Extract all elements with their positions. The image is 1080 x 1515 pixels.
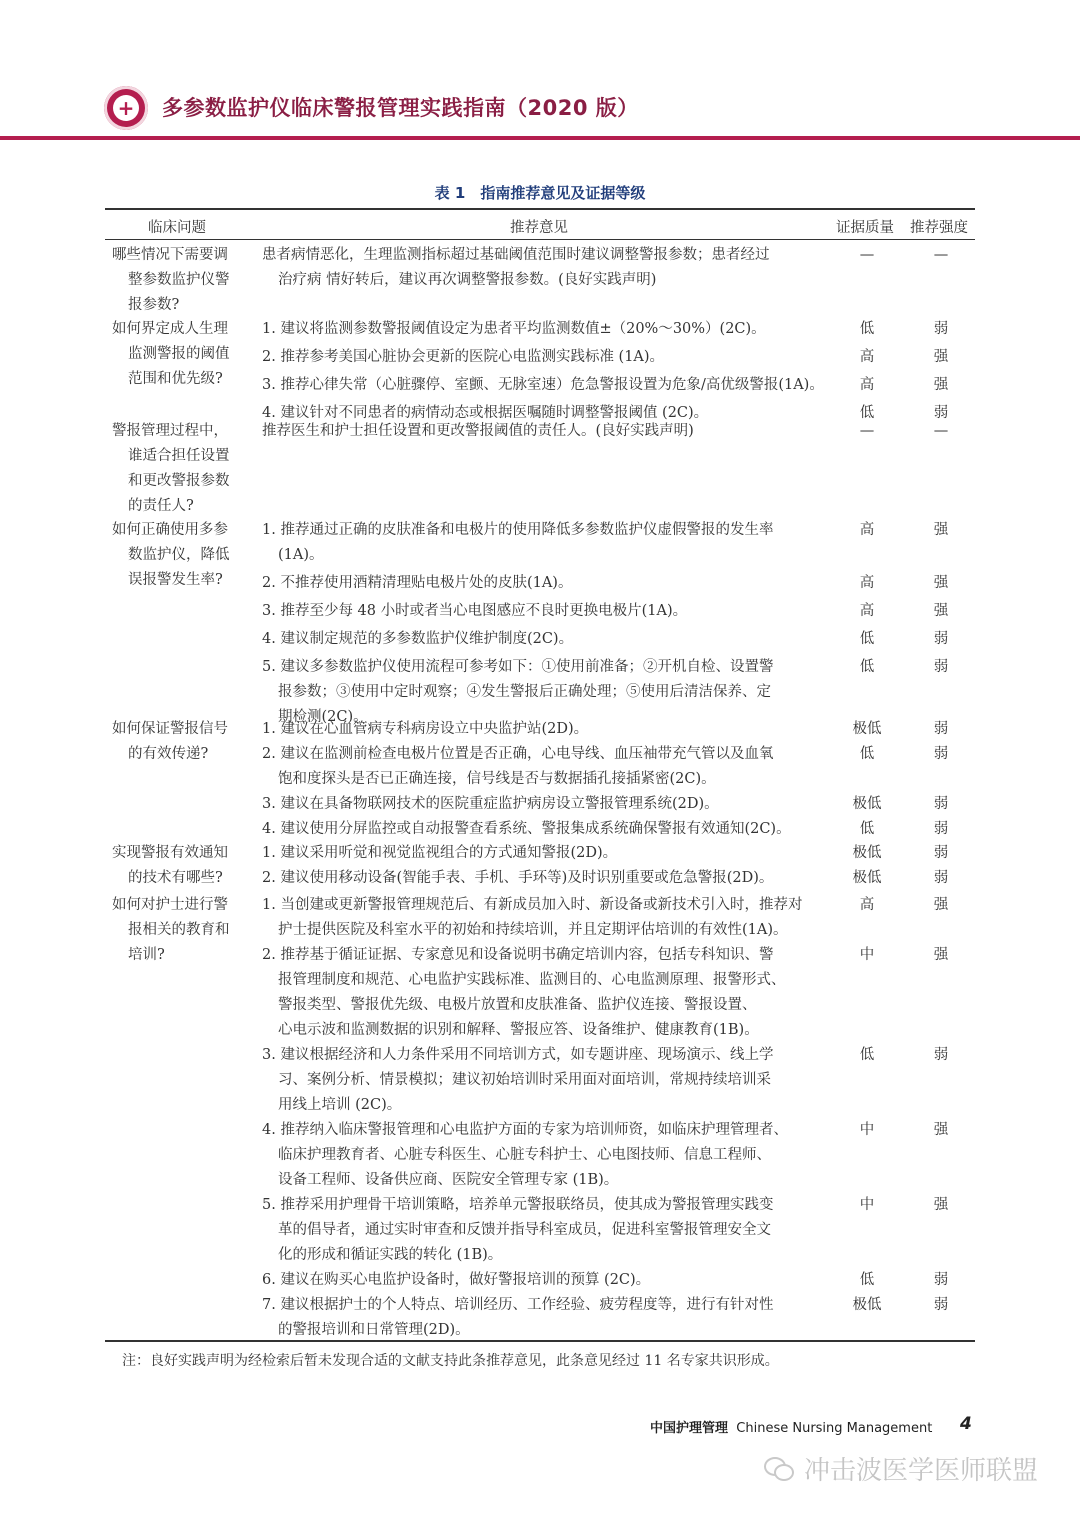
recommendation-strength: 弱: [933, 1272, 949, 1288]
recommendation-line: 设备工程师、设备供应商、医院安全管理专家 (1B)。: [278, 1172, 619, 1188]
recommendation-line: 的警报培训和日常管理(2D)。: [278, 1322, 470, 1338]
question-line: 报参数?: [128, 297, 180, 313]
recommendation-strength: —: [933, 247, 949, 263]
recommendation-line: 1. 建议在心血管病专科病房设立中央监护站(2D)。: [262, 721, 589, 737]
evidence-quality: —: [859, 423, 875, 439]
evidence-quality: —: [859, 247, 875, 263]
question-line: 如何保证警报信号: [112, 721, 228, 737]
recommendation-line: 2. 不推荐使用酒精清理贴电极片处的皮肤(1A)。: [262, 575, 573, 591]
recommendation-line: 2. 推荐参考美国心脏协会更新的医院心电监测实践标准 (1A)。: [262, 349, 665, 365]
recommendation-line: 7. 建议根据护士的个人特点、培训经历、工作经验、疲劳程度等，进行有针对性: [262, 1297, 774, 1313]
row-question: [112, 317, 252, 392]
evidence-quality: 极低: [852, 845, 882, 861]
table-header-rule: [105, 239, 975, 240]
recommendation: [262, 518, 828, 568]
question-line: 的技术有哪些?: [128, 870, 223, 886]
table-top-rule: [105, 208, 975, 210]
question-line: 如何界定成人生理: [112, 321, 228, 337]
recommendation: [262, 943, 828, 1043]
recommendation: [262, 1043, 828, 1118]
recommendation-line: 1. 建议将监测参数警报阈值设定为患者平均监测数值±（20%～30%）(2C)。: [262, 321, 766, 337]
recommendation-line: 报管理制度和规范、心电监护实践标准、监测目的、心电监测原理、报警形式、: [278, 972, 786, 988]
header-question: 临床问题: [148, 220, 206, 236]
recommendation-strength: 弱: [933, 746, 949, 762]
recommendation-strength: 弱: [933, 1297, 949, 1313]
evidence-quality: 低: [859, 659, 875, 675]
recommendation-line: 4. 建议使用分屏监控或自动报警查看系统、警报集成系统确保警报有效通知(2C)。: [262, 821, 791, 837]
table-caption: 表 1 指南推荐意见及证据等级: [434, 184, 646, 202]
recommendation: [262, 1118, 828, 1193]
recommendation-line: 4. 建议制定规范的多参数监护仪维护制度(2C)。: [262, 631, 574, 647]
evidence-quality: 低: [859, 1047, 875, 1063]
recommendation: [262, 841, 828, 866]
recommendation: [262, 419, 828, 444]
evidence-quality: 中: [859, 1122, 875, 1138]
recommendation-line: 5. 建议多参数监护仪使用流程可参考如下：①使用前准备；②开机自检、设置警: [262, 659, 774, 675]
recommendation-strength: 强: [933, 947, 949, 963]
recommendation-line: 警报类型、警报优先级、电极片放置和皮肤准备、监护仪连接、警报设置、: [278, 997, 757, 1013]
recommendation: [262, 345, 828, 370]
recommendation-line: 1. 当创建或更新警报管理规范后、有新成员加入时、新设备或新技术引入时，推荐对: [262, 897, 803, 913]
footer-journal: [650, 1417, 932, 1436]
question-line: 警报管理过程中，: [112, 423, 228, 439]
recommendation-strength: 弱: [933, 631, 949, 647]
question-line: 的有效传递?: [128, 746, 209, 762]
evidence-quality: 高: [859, 522, 875, 538]
page-number: 4: [960, 1414, 972, 1434]
recommendation-strength: 弱: [933, 845, 949, 861]
question-line: 和更改警报参数: [128, 473, 230, 489]
recommendation-strength: —: [933, 423, 949, 439]
row-question: [112, 893, 252, 968]
evidence-quality: 中: [859, 947, 875, 963]
evidence-quality: 高: [859, 575, 875, 591]
recommendation-line: 习、案例分析、情景模拟；建议初始培训时采用面对面培训，常规持续培训采: [278, 1072, 771, 1088]
header-rule: [0, 136, 1080, 140]
recommendation-strength: 弱: [933, 870, 949, 886]
recommendation-strength: 弱: [933, 796, 949, 812]
recommendation-line: 3. 建议在具备物联网技术的医院重症监护病房设立警报管理系统(2D)。: [262, 796, 719, 812]
evidence-quality: 低: [859, 631, 875, 647]
footer-journal-en: Chinese Nursing Management: [736, 1421, 933, 1436]
recommendation-line: 治疗病 情好转后，建议再次调整警报参数。(良好实践声明): [278, 272, 657, 288]
evidence-quality: 高: [859, 897, 875, 913]
recommendation-line: 3. 推荐至少每 48 小时或者当心电图感应不良时更换电极片(1A)。: [262, 603, 688, 619]
recommendation: [262, 717, 828, 742]
recommendation-line: 2. 推荐基于循证证据、专家意见和设备说明书确定培训内容，包括专科知识、警: [262, 947, 774, 963]
recommendation-line: 期检测(2C)。: [278, 709, 368, 725]
watermark: [764, 1448, 1038, 1488]
evidence-quality: 高: [859, 377, 875, 393]
recommendation-strength: 弱: [933, 659, 949, 675]
question-line: 培训?: [128, 947, 165, 963]
question-line: 如何对护士进行警: [112, 897, 228, 913]
question-line: 范围和优先级?: [128, 371, 223, 387]
recommendation: [262, 373, 828, 398]
header-quality: 证据质量: [836, 220, 894, 236]
journal-title: 多参数监护仪临床警报管理实践指南（2020 版）: [162, 96, 639, 120]
recommendation-line: 4. 建议针对不同患者的病情动态或根据医嘱随时调整警报阈值 (2C)。: [262, 405, 709, 421]
logo-cross: +: [113, 95, 139, 121]
recommendation-line: 1. 推荐通过正确的皮肤准备和电极片的使用降低多参数监护仪虚假警报的发生率: [262, 522, 774, 538]
question-line: 整参数监护仪警: [128, 272, 230, 288]
recommendation-line: 1. 建议采用听觉和视觉监视组合的方式通知警报(2D)。: [262, 845, 618, 861]
evidence-quality: 低: [859, 746, 875, 762]
recommendation-line: 3. 推荐心律失常（心脏骤停、室颤、无脉室速）危急警报设置为危象/高优级警报(1A)。: [262, 377, 824, 393]
recommendation: [262, 243, 828, 293]
row-question: [112, 243, 252, 318]
recommendation: [262, 627, 828, 652]
recommendation-strength: 强: [933, 1122, 949, 1138]
question-line: 如何正确使用多参: [112, 522, 228, 538]
recommendation-line: 5. 推荐采用护理骨干培训策略，培养单元警报联络员，使其成为警报管理实践变: [262, 1197, 774, 1213]
recommendation-line: 饱和度探头是否已正确连接，信号线是否与数据插孔接插紧密(2C)。: [278, 771, 716, 787]
row-question: [112, 841, 252, 891]
recommendation-line: 推荐医生和护士担任设置和更改警报阈值的责任人。(良好实践声明): [262, 423, 694, 439]
header-strength: 推荐强度: [910, 220, 968, 236]
recommendation: [262, 1193, 828, 1268]
recommendation-line: 化的形成和循证实践的转化 (1B)。: [278, 1247, 503, 1263]
recommendation-line: 用线上培训 (2C)。: [278, 1097, 402, 1113]
evidence-quality: 极低: [852, 721, 882, 737]
recommendation-line: 心电示波和监测数据的识别和解释、警报应答、设备维护、健康教育(1B)。: [278, 1022, 759, 1038]
recommendation-line: 护士提供医院及科室水平的初始和持续培训，并且定期评估培训的有效性(1A)。: [278, 922, 788, 938]
recommendation-line: 3. 建议根据经济和人力条件采用不同培训方式，如专题讲座、现场演示、线上学: [262, 1047, 774, 1063]
recommendation-strength: 弱: [933, 321, 949, 337]
recommendation: [262, 1293, 828, 1343]
recommendation-line: 报参数；③使用中定时观察；④发生警报后正确处理；⑤使用后清洁保养、定: [278, 684, 771, 700]
recommendation-strength: 强: [933, 522, 949, 538]
question-line: 的责任人?: [128, 498, 194, 514]
recommendation: [262, 817, 828, 842]
recommendation-strength: 弱: [933, 1047, 949, 1063]
recommendation-line: 临床护理教育者、心脏专科医生、心脏专科护士、心电图技师、信息工程师、: [278, 1147, 771, 1163]
page-header: [0, 0, 1080, 142]
evidence-quality: 极低: [852, 1297, 882, 1313]
table-note: 注：良好实践声明为经检索后暂未发现合适的文献支持此条推荐意见，此条意见经过 11 名专家共识形成。: [122, 1353, 779, 1369]
evidence-quality: 高: [859, 603, 875, 619]
recommendation-line: 患者病情恶化，生理监测指标超过基础阈值范围时建议调整警报参数；患者经过: [262, 247, 770, 263]
recommendation-strength: 弱: [933, 721, 949, 737]
question-line: 报相关的教育和: [128, 922, 230, 938]
evidence-quality: 低: [859, 1272, 875, 1288]
recommendation: [262, 792, 828, 817]
question-line: 实现警报有效通知: [112, 845, 228, 861]
evidence-quality: 低: [859, 321, 875, 337]
question-line: 误报警发生率?: [128, 572, 223, 588]
recommendation-strength: 强: [933, 377, 949, 393]
recommendation-strength: 弱: [933, 821, 949, 837]
evidence-quality: 中: [859, 1197, 875, 1213]
recommendation-strength: 强: [933, 897, 949, 913]
recommendation: [262, 742, 828, 792]
recommendation-line: 4. 推荐纳入临床警报管理和心电监护方面的专家为培训师资，如临床护理管理者、: [262, 1122, 788, 1138]
recommendation: [262, 1268, 828, 1293]
row-question: [112, 518, 252, 593]
recommendation-line: 2. 建议在监测前检查电极片位置是否正确，心电导线、血压袖带充气管以及血氧: [262, 746, 774, 762]
evidence-quality: 低: [859, 405, 875, 421]
evidence-quality: 极低: [852, 796, 882, 812]
recommendation: [262, 317, 828, 342]
wechat-icon: [764, 1455, 794, 1481]
recommendation-line: (1A)。: [278, 547, 324, 563]
recommendation-strength: 强: [933, 603, 949, 619]
question-line: 数监护仪，降低: [128, 547, 230, 563]
recommendation-strength: 强: [933, 1197, 949, 1213]
recommendation-strength: 弱: [933, 405, 949, 421]
recommendation-line: 革的倡导者，通过实时审查和反馈并指导科室成员，促进科室警报管理安全文: [278, 1222, 771, 1238]
recommendation-line: 2. 建议使用移动设备(智能手表、手机、手环等)及时识别重要或危急警报(2D)。: [262, 870, 774, 886]
evidence-quality: 高: [859, 349, 875, 365]
header-recommendation: 推荐意见: [510, 220, 568, 236]
recommendation: [262, 893, 828, 943]
evidence-quality: 极低: [852, 870, 882, 886]
question-line: 监测警报的阈值: [128, 346, 230, 362]
question-line: 哪些情况下需要调: [112, 247, 228, 263]
recommendation-line: 6. 建议在购买心电监护设备时，做好警报培训的预算 (2C)。: [262, 1272, 651, 1288]
evidence-quality: 低: [859, 821, 875, 837]
recommendation: [262, 571, 828, 596]
footer-journal-cn: 中国护理管理: [650, 1421, 729, 1436]
row-question: [112, 717, 252, 767]
row-question: [112, 419, 252, 519]
recommendation: [262, 866, 828, 891]
journal-logo-icon: [104, 86, 148, 130]
recommendation: [262, 599, 828, 624]
recommendation-strength: 强: [933, 349, 949, 365]
watermark-text: 冲击波医学医师联盟: [804, 1455, 1039, 1486]
question-line: 谁适合担任设置: [128, 448, 230, 464]
recommendation-strength: 强: [933, 575, 949, 591]
